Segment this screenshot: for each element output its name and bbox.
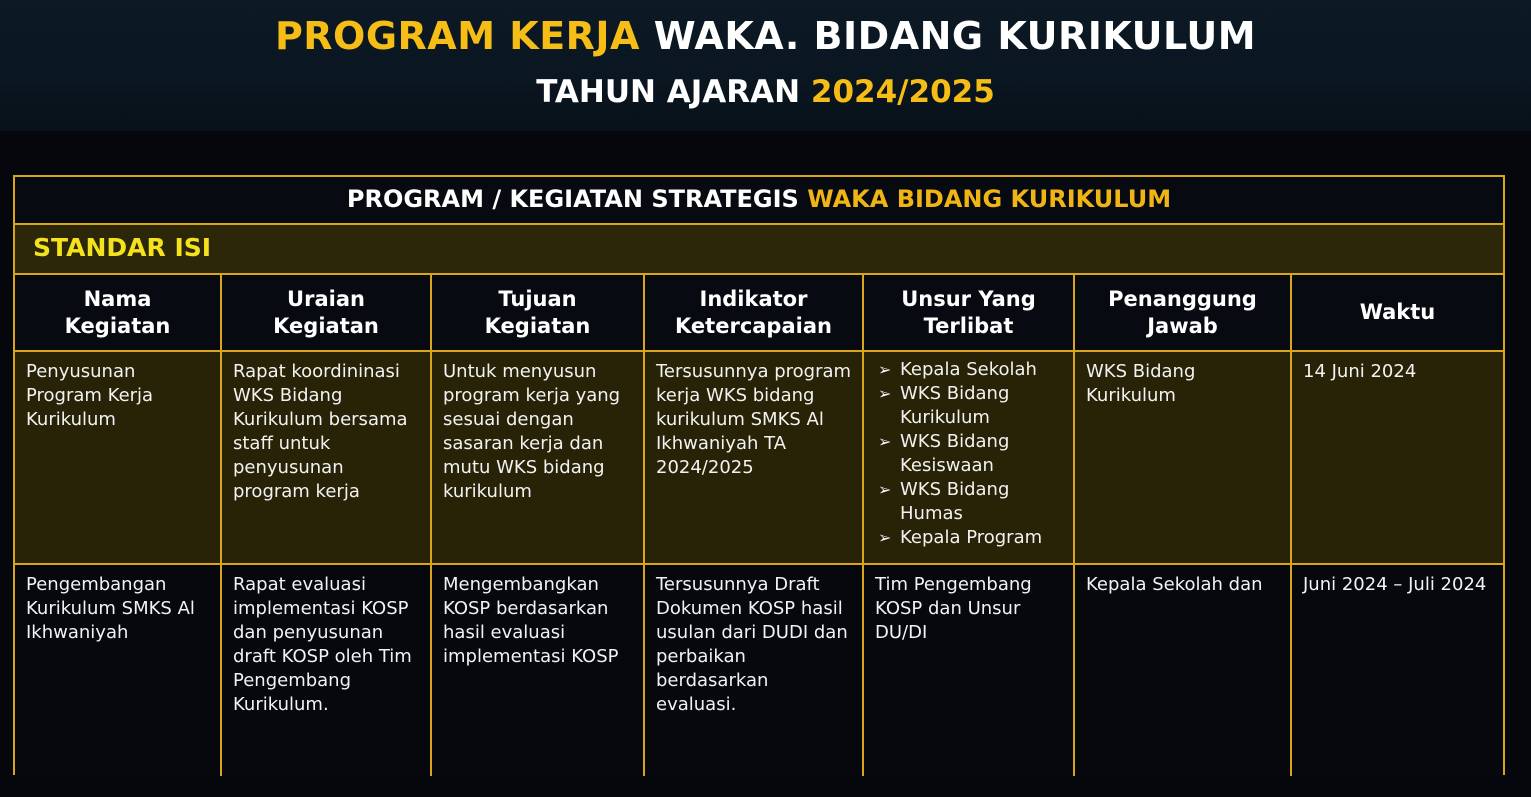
cell-penanggung: WKS Bidang Kurikulum [1074, 351, 1291, 564]
program-table-container [13, 175, 1505, 775]
cell-indikator: Tersusunnya Draft Dokumen KOSP hasil usulan dari DUDI dan perbaikan berdasarkan evaluasi. [644, 564, 863, 776]
cell-uraian: Rapat koordininasi WKS Bidang Kurikulum bersama staff untuk penyusunan program kerja [221, 351, 431, 564]
cell-unsur [863, 351, 1074, 564]
cell-penanggung: Kepala Sekolah dan [1074, 564, 1291, 776]
column-header-nama: Nama Kegiatan [15, 275, 221, 351]
cell-unsur: Tim Pengembang KOSP dan Unsur DU/DI [863, 564, 1074, 776]
list-item: ➢ WKS Bidang Kesiswaan [878, 431, 1010, 476]
program-table [15, 275, 1503, 776]
cell-tujuan: Untuk menyusun program kerja yang sesuai dengan sasaran kerja dan mutu WKS bidang kurikulum [431, 351, 644, 564]
table-header-row [15, 275, 1503, 351]
table-row [15, 351, 1503, 564]
section-label: STANDAR ISI [15, 225, 1503, 275]
column-header-waktu: Waktu [1291, 275, 1503, 351]
title-main: WAKA. BIDANG KURIKULUM [653, 14, 1257, 58]
strategic-heading [15, 177, 1503, 225]
page-title [0, 12, 1531, 60]
cell-tujuan: Mengembangkan KOSP berdasarkan hasil evaluasi implementasi KOSP [431, 564, 644, 776]
arrow-bullet-icon: ➢ [878, 432, 892, 451]
page-header [0, 0, 1531, 131]
cell-nama: Penyusunan Program Kerja Kurikulum [15, 351, 221, 564]
arrow-bullet-icon: ➢ [878, 384, 892, 403]
table-row [15, 564, 1503, 776]
cell-uraian: Rapat evaluasi implementasi KOSP dan penyusunan draft KOSP oleh Tim Pengembang Kurikulum. [221, 564, 431, 776]
list-item: ➢ Kepala Sekolah [878, 359, 1037, 380]
cell-indikator: Tersusunnya program kerja WKS bidang kurikulum SMKS Al Ikhwaniyah TA 2024/2025 [644, 351, 863, 564]
column-header-tujuan: Tujuan Kegiatan [431, 275, 644, 351]
title-highlight: PROGRAM KERJA [274, 14, 640, 58]
page-subtitle [0, 72, 1531, 112]
list-item: ➢ WKS Bidang Humas [878, 479, 1010, 524]
cell-waktu: 14 Juni 2024 [1291, 351, 1503, 564]
arrow-bullet-icon: ➢ [878, 360, 892, 379]
cell-nama: Pengembangan Kurikulum SMKS Al Ikhwaniyah [15, 564, 221, 776]
column-header-penanggung: Penanggung Jawab [1074, 275, 1291, 351]
unsur-list [878, 358, 1063, 550]
subtitle-label: TAHUN AJARAN [536, 74, 801, 110]
strategic-heading-main: PROGRAM / KEGIATAN STRATEGIS [346, 185, 799, 213]
strategic-heading-highlight: WAKA BIDANG KURIKULUM [807, 185, 1172, 213]
list-item: ➢ WKS Bidang Kurikulum [878, 383, 1010, 428]
arrow-bullet-icon: ➢ [878, 528, 892, 547]
column-header-uraian: Uraian Kegiatan [221, 275, 431, 351]
cell-waktu: Juni 2024 – Juli 2024 [1291, 564, 1503, 776]
subtitle-year: 2024/2025 [810, 74, 995, 110]
list-item: ➢ Kepala Program [878, 527, 1043, 548]
column-header-unsur: Unsur Yang Terlibat [863, 275, 1074, 351]
arrow-bullet-icon: ➢ [878, 480, 892, 499]
column-header-indikator: Indikator Ketercapaian [644, 275, 863, 351]
